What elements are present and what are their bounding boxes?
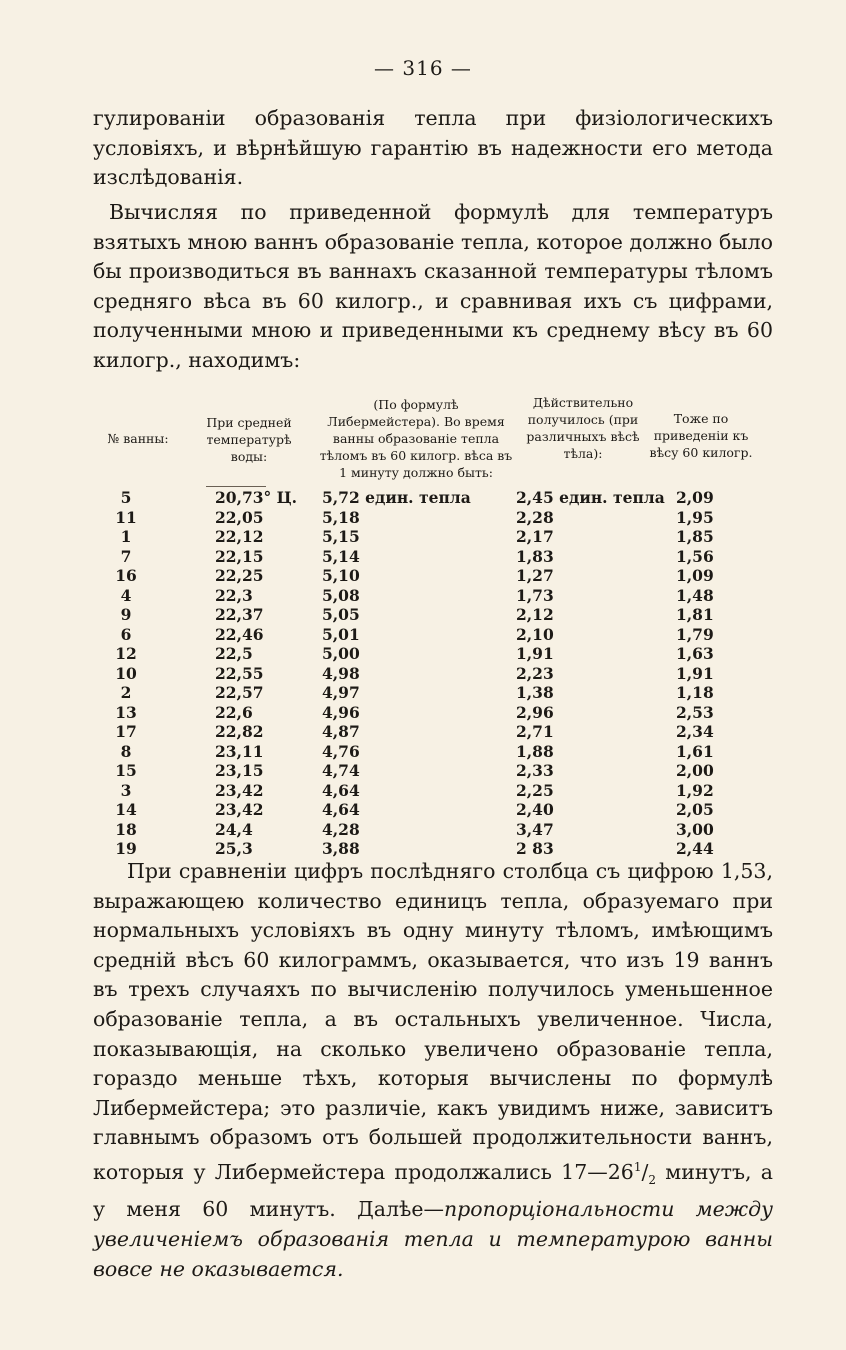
comparison-text-end: минутъ, а у меня 60 минутъ. Далѣе— <box>93 1159 773 1222</box>
cell-formula-value: 4,64 <box>322 780 360 800</box>
header-liebermeister-formula: (По формулѣ Либермейстера). Во время ванны образованіе тепла тѣломъ въ 60 килогр. вѣса въ 1 минуту должно быть: <box>319 397 513 480</box>
cell-formula-value: 4,74 <box>322 761 360 780</box>
cell-normalized-value: 1,61 <box>676 741 714 761</box>
cell-actual-value: 1,91 <box>516 644 554 663</box>
cell-temperature: 23,42 <box>215 800 264 819</box>
cell-bath-number: 15 <box>115 761 137 780</box>
cell-normalized-value: 1,91 <box>676 663 714 683</box>
header-rule <box>206 486 266 487</box>
cell-formula-value: 4,97 <box>322 683 360 702</box>
cell-actual-value: 2,96 <box>516 702 554 722</box>
cell-temperature: 22,55 <box>215 663 264 683</box>
cell-temperature: 22,3 <box>215 585 253 605</box>
cell-bath-number: 7 <box>120 546 132 566</box>
cell-temperature: 20,73° Ц. <box>215 488 298 507</box>
table-row <box>92 664 792 684</box>
cell-bath-number: 3 <box>120 780 132 800</box>
cell-normalized-value: 1,81 <box>676 605 714 624</box>
cell-actual-value: 2,10 <box>516 624 554 644</box>
cell-actual-value: 2,40 <box>516 800 554 819</box>
header-normalized-60kg: Тоже по приведеніи къ вѣсу 60 килогр. <box>649 411 753 460</box>
cell-actual-value: 2,23 <box>516 663 554 683</box>
table-row <box>92 488 792 508</box>
cell-normalized-value: 1,18 <box>676 683 714 702</box>
cell-temperature: 24,4 <box>215 819 253 839</box>
cell-temperature: 23,42 <box>215 780 264 800</box>
table-row <box>92 742 792 762</box>
cell-actual-value: 2,25 <box>516 780 554 800</box>
cell-bath-number: 19 <box>115 839 137 858</box>
cell-bath-number: 4 <box>120 585 132 605</box>
cell-bath-number: 6 <box>120 624 132 644</box>
table-body <box>92 488 792 859</box>
conclusion-italic: пропорціональности между увеличеніемъ образованія тепла и температурою ванны вовсе не оказывается. <box>93 1197 773 1281</box>
table-row <box>92 625 792 645</box>
cell-actual-value: 1,27 <box>516 566 554 585</box>
cell-bath-number: 8 <box>120 741 132 761</box>
cell-actual-value: 2,71 <box>516 722 554 741</box>
cell-normalized-value: 1,63 <box>676 644 714 663</box>
cell-actual-value: 1,38 <box>516 683 554 702</box>
table-row <box>92 761 792 781</box>
cell-temperature: 23,11 <box>215 741 264 761</box>
cell-normalized-value: 1,56 <box>676 546 714 566</box>
table-row <box>92 586 792 606</box>
cell-normalized-value: 2,53 <box>676 702 714 722</box>
cell-temperature: 22,5 <box>215 644 253 663</box>
cell-temperature: 22,46 <box>215 624 264 644</box>
cell-temperature: 22,15 <box>215 546 264 566</box>
cell-bath-number: 13 <box>115 702 137 722</box>
cell-actual-value: 2 83 <box>516 839 554 858</box>
cell-normalized-value: 2,00 <box>676 761 714 780</box>
comparison-text: При сравненіи цифръ послѣдняго столбца съ цифрою 1,53, выражающею количество единицъ тепла, образуемаго при нормальныхъ условіяхъ въ одну минуту тѣломъ, имѣющимъ средній вѣсъ 60 килограммъ, оказывается, что изъ 19 ваннъ въ трехъ случаяхъ по вычисленію получилось уменьшенное образованіе тепла, а въ остальныхъ увеличенное. Числа, показывающія, на сколько увеличено образованіе тепла, гораздо меньше тѣхъ, которыя вычислены по формулѣ Либермейстера; это различіе, какъ увидимъ ниже, зависитъ главнымъ образомъ отъ большей продолжительности ваннъ, которыя у Либермейстера продолжались 17—26 <box>93 859 773 1184</box>
cell-formula-value: 4,64 <box>322 800 360 819</box>
table-row <box>92 605 792 625</box>
cell-normalized-value: 1,95 <box>676 507 714 527</box>
cell-bath-number: 12 <box>115 644 137 663</box>
cell-bath-number: 18 <box>115 819 137 839</box>
cell-temperature: 22,05 <box>215 507 264 527</box>
cell-temperature: 22,37 <box>215 605 264 624</box>
cell-bath-number: 1 <box>120 527 132 546</box>
page-number: — 316 — <box>374 56 472 80</box>
cell-bath-number: 5 <box>120 488 132 507</box>
table-row <box>92 781 792 801</box>
table-row <box>92 839 792 859</box>
paragraph-intro-table: Вычисляя по приведенной формулѣ для температуръ взятыхъ мною ваннъ образованіе тепла, которое должно было бы производиться въ ваннахъ сказанной температуры тѣломъ средняго вѣса въ 60 килогр., и сравнивая ихъ съ цифрами, полученными мною и приведенными къ среднему вѣсу въ 60 килогр., находимъ: <box>93 200 773 372</box>
cell-normalized-value: 2,34 <box>676 722 714 741</box>
cell-formula-value: 5,05 <box>322 605 360 624</box>
cell-actual-value: 1,83 <box>516 546 554 566</box>
table-row <box>92 722 792 742</box>
cell-temperature: 22,57 <box>215 683 264 702</box>
cell-temperature: 22,6 <box>215 702 253 722</box>
fraction-denominator: 2 <box>648 1172 657 1187</box>
table-row <box>92 508 792 528</box>
cell-bath-number: 9 <box>120 605 132 624</box>
cell-temperature: 22,82 <box>215 722 264 741</box>
cell-normalized-value: 2,05 <box>676 800 714 819</box>
cell-formula-value: 4,96 <box>322 702 360 722</box>
cell-formula-value: 5,08 <box>322 585 360 605</box>
cell-formula-value: 5,01 <box>322 624 360 644</box>
cell-formula-value: 5,14 <box>322 546 360 566</box>
cell-bath-number: 11 <box>115 507 137 527</box>
cell-normalized-value: 2,09 <box>676 488 714 507</box>
cell-temperature: 25,3 <box>215 839 253 858</box>
cell-bath-number: 17 <box>115 722 137 741</box>
cell-normalized-value: 1,85 <box>676 527 714 546</box>
table-row <box>92 644 792 664</box>
cell-actual-value: 2,17 <box>516 527 554 546</box>
cell-actual-value: 2,33 <box>516 761 554 780</box>
cell-normalized-value: 1,79 <box>676 624 714 644</box>
cell-actual-value: 2,28 <box>516 507 554 527</box>
paragraph-comparison: При сравненіи цифръ послѣдняго столбца съ цифрою 1,53, выражающею количество единицъ тепла, образуемаго при нормальныхъ условіяхъ въ одну минуту тѣломъ, имѣющимъ средній вѣсъ 60 килограммъ, оказывается, что изъ 19 ваннъ въ трехъ случаяхъ по вычисленію получилось уменьшенное образованіе тепла, а въ остальныхъ увеличенное. Числа, показывающія, на сколько увеличено образованіе тепла, гораздо меньше тѣхъ, которыя вычислены по формулѣ Либермейстера; это различіе, какъ увидимъ ниже, зависитъ главнымъ образомъ отъ большей продолжительности ваннъ, которыя у Либермейстера продолжались $17—26^1/_2$ минутъ, а у меня 60 минутъ. Далѣе—пропорціональности между увеличеніемъ образованія тепла и температурою ванны вовсе не оказывается. <box>93 859 773 1281</box>
cell-formula-value: 5,72 един. тепла <box>322 488 471 507</box>
cell-formula-value: 5,18 <box>322 507 360 527</box>
cell-temperature: 22,12 <box>215 527 264 546</box>
cell-bath-number: 10 <box>115 663 137 683</box>
cell-actual-value: 2,45 един. тепла <box>516 488 665 507</box>
table-row <box>92 527 792 547</box>
table-row <box>92 703 792 723</box>
cell-formula-value: 4,98 <box>322 663 360 683</box>
table-header <box>92 392 792 492</box>
cell-actual-value: 2,12 <box>516 605 554 624</box>
cell-normalized-value: 1,92 <box>676 780 714 800</box>
cell-actual-value: 1,73 <box>516 585 554 605</box>
cell-formula-value: 5,15 <box>322 527 360 546</box>
cell-formula-value: 3,88 <box>322 839 360 858</box>
cell-formula-value: 4,87 <box>322 722 360 741</box>
table-row <box>92 547 792 567</box>
cell-normalized-value: 1,09 <box>676 566 714 585</box>
header-bath-number: № ванны: <box>107 431 169 446</box>
header-water-temperature: При средней температурѣ воды: <box>206 415 292 464</box>
fraction-numerator: 1 <box>633 1159 642 1174</box>
cell-temperature: 22,25 <box>215 566 264 585</box>
table-row <box>92 566 792 586</box>
cell-actual-value: 3,47 <box>516 819 554 839</box>
paragraph-continuation: гулированіи образованія тепла при физіологическихъ условіяхъ, и вѣрнѣйшую гарантію въ надежности его метода изслѣдованія. <box>93 106 773 189</box>
cell-formula-value: 5,10 <box>322 566 360 585</box>
cell-bath-number: 16 <box>115 566 137 585</box>
cell-normalized-value: 2,44 <box>676 839 714 858</box>
header-actual-result: Дѣйствительно получилось (при различныхъ вѣсѣ тѣла): <box>526 395 640 461</box>
table-row <box>92 820 792 840</box>
table-row <box>92 683 792 703</box>
cell-formula-value: 5,00 <box>322 644 360 663</box>
cell-formula-value: 4,76 <box>322 741 360 761</box>
cell-temperature: 23,15 <box>215 761 264 780</box>
cell-bath-number: 2 <box>120 683 132 702</box>
cell-normalized-value: 1,48 <box>676 585 714 605</box>
table-row <box>92 800 792 820</box>
cell-formula-value: 4,28 <box>322 819 360 839</box>
cell-bath-number: 14 <box>115 800 137 819</box>
cell-normalized-value: 3,00 <box>676 819 714 839</box>
cell-actual-value: 1,88 <box>516 741 554 761</box>
